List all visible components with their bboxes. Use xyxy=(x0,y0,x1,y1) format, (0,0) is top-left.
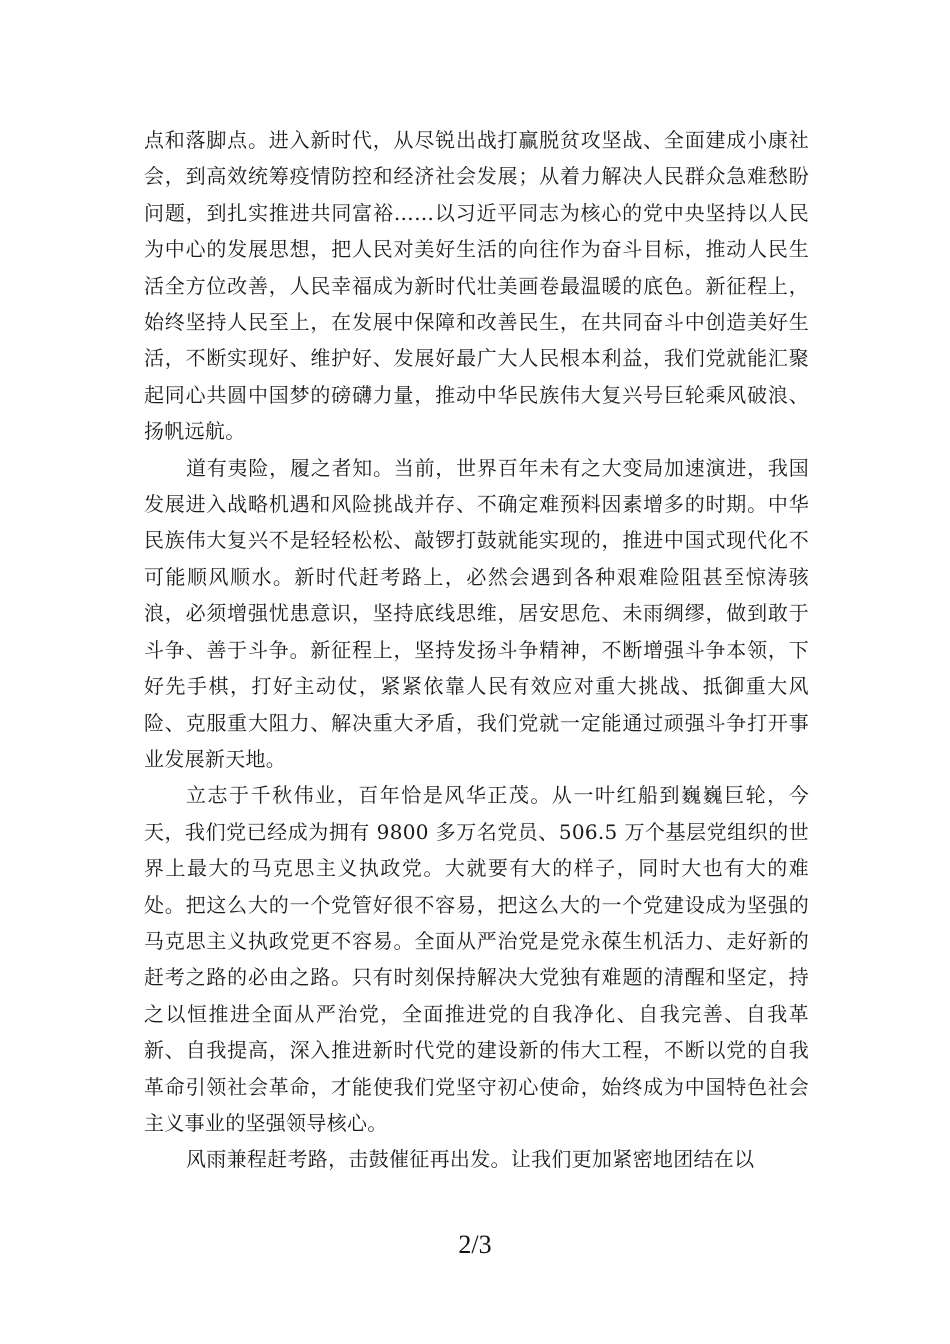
paragraph-risks: 道有夷险，履之者知。当前，世界百年未有之大变局加速演进，我国发展进入战略机遇和风险挑战并存、不确定难预料因素增多的时期。中华民族伟大复兴不是轻轻松松、敲锣打鼓就能实现的，推进中国式现代化不可能顺风顺水。新时代赶考路上，必然会遇到各种艰难险阻甚至惊涛骇浪，必须增强忧患意识，坚持底线思维，居安思危、未雨绸缪，做到敢于斗争、善于斗争。新征程上，坚持发扬斗争精神，不断增强斗争本领，下好先手棋，打好主动仗，紧紧依靠人民有效应对重大挑战、抵御重大风险、克服重大阻力、解决重大矛盾，我们党就一定能通过顽强斗争打开事业发展新天地。 xyxy=(144,455,809,771)
page-number: 2/3 xyxy=(458,1230,492,1259)
paragraph-closing: 风雨兼程赶考路，击鼓催征再出发。让我们更加紧密地团结在以 xyxy=(186,1147,755,1172)
paragraph-continued: 点和落脚点。进入新时代，从尽锐出战打赢脱贫攻坚战、全面建成小康社会，到高效统筹疫情防控和经济社会发展；从着力解决人民群众急难愁盼问题，到扎实推进共同富裕……以习近平同志为核心的党中央坚持以人民为中心的发展思想，把人民对美好生活的向往作为奋斗目标，推动人民生活全方位改善，人民幸福成为新时代壮美画卷最温暖的底色。新征程上，始终坚持人民至上，在发展中保障和改善民生，在共同奋斗中创造美好生活，不断实现好、维护好、发展好最广大人民根本利益，我们党就能汇聚起同心共圆中国梦的磅礴力量，推动中华民族伟大复兴号巨轮乘风破浪、扬帆远航。 xyxy=(144,128,809,444)
document-body xyxy=(144,122,809,1178)
paragraph-party-building: 立志于千秋伟业，百年恰是风华正茂。从一叶红船到巍巍巨轮，今天，我们党已经成为拥有 9800 多万名党员、506.5 万个基层党组织的世界上最大的马克思主义执政党。大就要有大的样子，同时大也有大的难处。把这么大的一个党管好很不容易，把这么大的一个党建设成为坚强的马克思主义执政党更不容易。全面从严治党是党永葆生机活力、走好新的赶考之路的必由之路。只有时刻保持解决大党独有难题的清醒和坚定，持之以恒推进全面从严治党，全面推进党的自我净化、自我完善、自我革新、自我提高，深入推进新时代党的建设新的伟大工程，不断以党的自我革命引领社会革命，才能使我们党坚守初心使命，始终成为中国特色社会主义事业的坚强领导核心。 xyxy=(144,783,809,1135)
